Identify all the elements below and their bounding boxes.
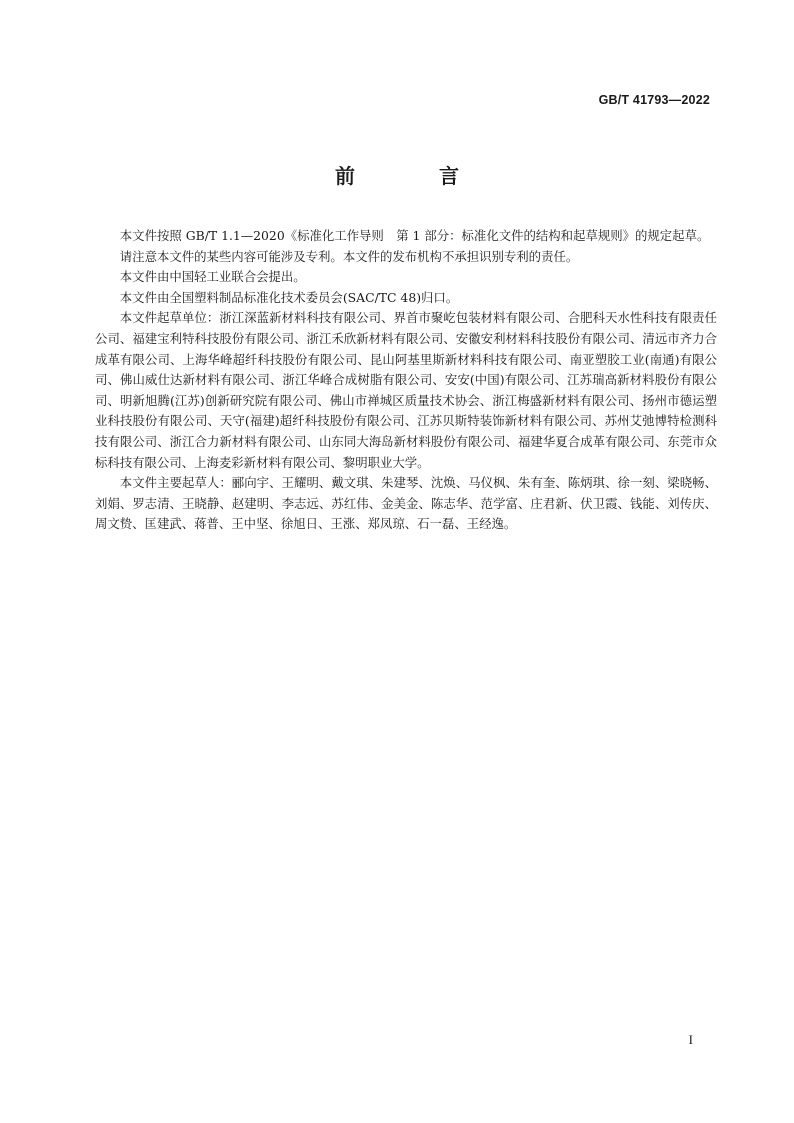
paragraph-administrator: 本文件由全国塑料制品标准化技术委员会(SAC/TC 48)归口。 (119, 289, 459, 305)
standard-number: GB/T 41793—2022 (598, 93, 710, 107)
preface-body (95, 226, 717, 535)
paragraph-patent-notice: 请注意本文件的某些内容可能涉及专利。本文件的发布机构不承担识别专利的责任。 (119, 248, 579, 264)
paragraph-proposer: 本文件由中国轻工业联合会提出。 (119, 269, 306, 285)
paragraph-drafters: 本文件主要起草人：郦向宇、王耀明、戴文琪、朱建琴、沈焕、马仪枫、朱有奎、陈炳琪、徐一刻、梁晓畅、刘娟、罗志清、王晓静、赵建明、李志远、苏红伟、金美金、陈志华、范学富、庄君新、伏卫霞、钱能、刘传庆、周文贽、匡建武、蒋普、王中坚、徐旭日、王涨、郑凤琼、石一磊、王经逸。 (95, 475, 717, 532)
page-number: I (688, 1032, 693, 1047)
paragraph-drafting-rules: 本文件按照 GB/T 1.1—2020《标准化工作导则 第 1 部分：标准化文件的结构和起草规则》的规定起草。 (119, 228, 710, 243)
page-title: 前 言 (335, 164, 491, 188)
paragraph-drafting-units: 本文件起草单位：浙江深蓝新材料科技有限公司、界首市聚屹包装材料有限公司、合肥科天水性科技有限责任公司、福建宝利特科技股份有限公司、浙江禾欣新材料有限公司、安徽安利材料科技股份有限公司、清远市齐力合成革有限公司、上海华峰超纤科技股份有限公司、昆山阿基里斯新材料科技有限公司、南亚塑胶工业(南通)有限公司、佛山威仕达新材料有限公司、浙江华峰合成树脂有限公司、安安(中国)有限公司、江苏瑞高新材料股份有限公司、明新旭腾(江苏)创新研究院有限公司、佛山市禅城区质量技术协会、浙江梅盛新材料有限公司、扬州市德运塑业科技股份有限公司、天守(福建)超纤科技股份有限公司、江苏贝斯特装饰新材料有限公司、苏州艾弛博特检测科技有限公司、浙江合力新材料有限公司、山东同大海岛新材料股份有限公司、福建华夏合成革有限公司、东莞市众标科技有限公司、上海麦彩新材料有限公司、黎明职业大学。 (95, 310, 717, 470)
